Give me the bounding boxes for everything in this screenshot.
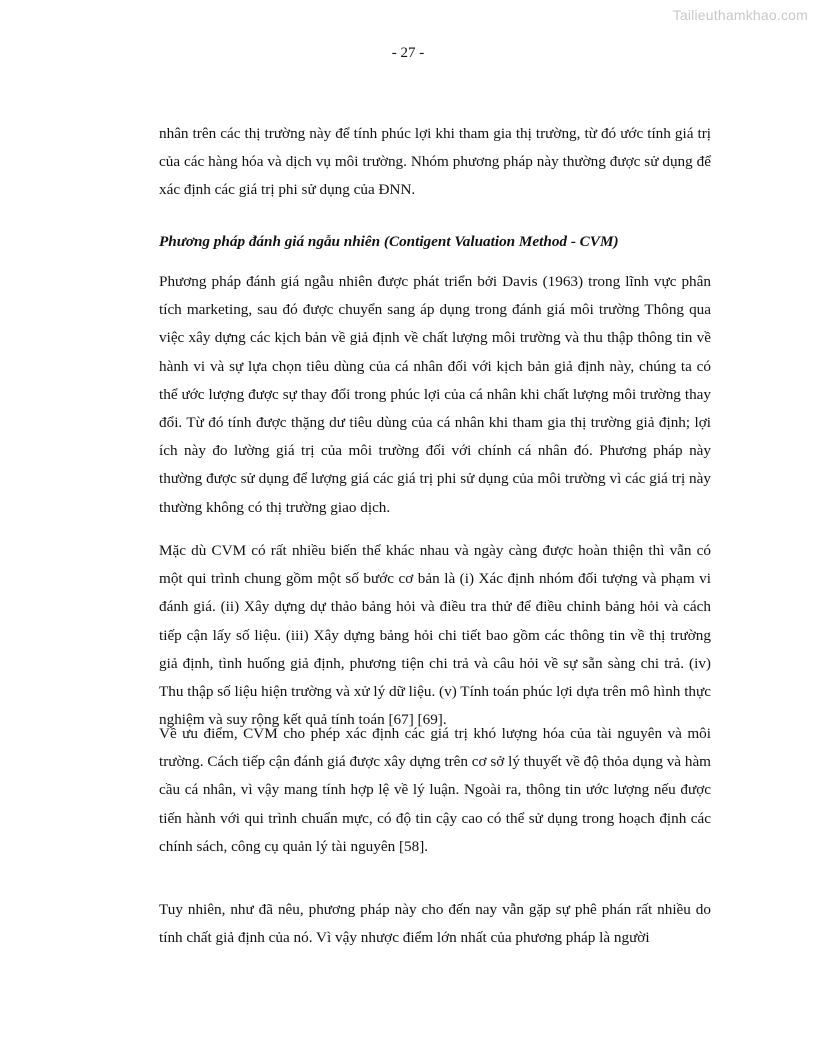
paragraph-intro: nhân trên các thị trường này để tính phúc lợi khi tham gia thị trường, từ đó ước tính giá trị của các hàng hóa và dịch vụ môi trường. Nhóm phương pháp này thường được sử dụng để xác định các giá trị phi sử dụng của ĐNN. xyxy=(159,125,711,199)
paragraph-cvm-procedure: Mặc dù CVM có rất nhiều biến thể khác nhau và ngày càng được hoàn thiện thì vẫn có một qui trình chung gồm một số bước cơ bản là (i) Xác định nhóm đối tượng và phạm vi đánh giá. (ii) Xây dựng dự thảo bảng hỏi và điều tra thử để điều chỉnh bảng hỏi và cách tiếp cận lấy số liệu. (iii) Xây dựng bảng hỏi chi tiết bao gồm các thông tin về thị trường giả định, tình huống giả định, phương tiện chi trả và câu hỏi về sự sẵn sàng chi trả. (iv) Thu thập số liệu hiện trường và xử lý dữ liệu. (v) Tính toán phúc lợi dựa trên mô hình thực nghiệm và suy rộng kết quả tính toán [67] [69]. xyxy=(159,542,711,729)
paragraph-cvm-advantages: Về ưu điểm, CVM cho phép xác định các giá trị khó lượng hóa của tài nguyên và môi trường. Cách tiếp cận đánh giá được xây dựng trên cơ sở lý thuyết về độ thỏa dụng và hàm cầu cá nhân, vì vậy mang tính hợp lệ về lý luận. Ngoài ra, thông tin ước lượng nếu được tiến hành với qui trình chuẩn mực, có độ tin cậy cao có thể sử dụng trong hoạch định các chính sách, công cụ quản lý tài nguyên [58]. xyxy=(159,725,711,855)
watermark-text: Tailieuthamkhao.com xyxy=(672,7,808,23)
page-number: - 27 - xyxy=(391,45,425,61)
paragraph-cvm-description: Phương pháp đánh giá ngẫu nhiên được phát triển bởi Davis (1963) trong lĩnh vực phân tích marketing, sau đó được chuyển sang áp dụng trong đánh giá môi trường Thông qua việc xây dựng các kịch bản về giả định về chất lượng môi trường và thu thập thông tin về hành vi và sự lựa chọn tiêu dùng của cá nhân đối với kịch bản giả định này, chúng ta có thể ước lượng được sự thay đổi trong phúc lợi của cá nhân khi chất lượng môi trường thay đổi. Từ đó tính được thặng dư tiêu dùng của cá nhân khi tham gia thị trường giả định; lợi ích này đo lường giá trị của môi trường đối với chính cá nhân đó. Phương pháp này thường được sử dụng để lượng giá các giá trị phi sử dụng của môi trường vì các giá trị này thường không có thị trường giao dịch. xyxy=(159,273,711,516)
section-heading: Phương pháp đánh giá ngẫu nhiên (Contigent Valuation Method - CVM) xyxy=(159,233,619,250)
paragraph-cvm-limitations: Tuy nhiên, như đã nêu, phương pháp này cho đến nay vẫn gặp sự phê phán rất nhiều do tính chất giả định của nó. Vì vậy nhược điểm lớn nhất của phương pháp là người xyxy=(159,901,711,947)
